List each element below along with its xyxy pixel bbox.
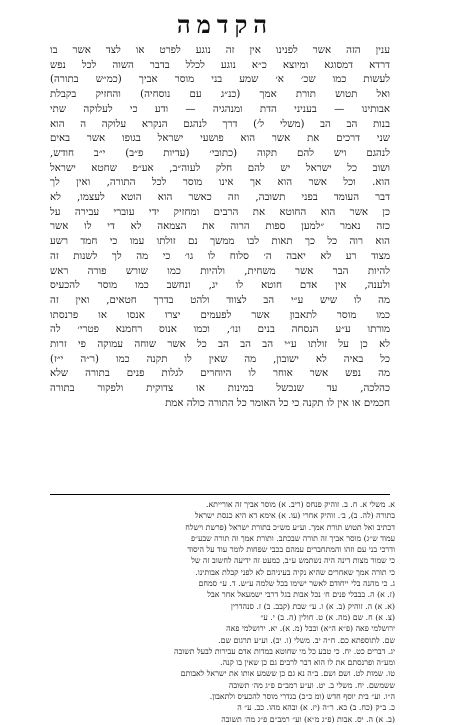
- body-line: מורתו ע״ע הנסחה בנים ונו׳, וכמו אנוס רחמנא פטרי׳ לה: [50, 324, 390, 336]
- body-line: חכמים או אין לו תקנה כי כל האומר כל התורה כולה אמת: [165, 397, 390, 409]
- footnote-line: דכתיב ואל תטוש תורת אמך. וע״ע מש״כ בתורת ישראל (פרשת וישלח: [185, 522, 395, 532]
- footnote-line: ששמשם. יח. משלי ב. יט. וע״ע רמב״ם פ״ג מה׳ תשובה: [228, 680, 395, 690]
- footnote-line: עמוד ש״ג) מוסר אביך זה תורה שבכתב. ותורת אמך זה תורה שבע״פ: [190, 533, 395, 543]
- body-line: ענין הזה אשר לפנינו אין זה נוגע לפרט או לצד אשר בו: [50, 45, 390, 56]
- page-title: הקדמה: [176, 10, 274, 39]
- body-line: כזה נאמר ״למען ספות הרוה את הצמאה לא די לו אשר: [50, 221, 390, 233]
- body-line: הוא. וכל אשר הוא אך אינו מוסר לכל התורה, ואין לך: [50, 177, 390, 189]
- footnote-divider: [50, 494, 390, 495]
- footnote-line: ודרכי בני עם וזהו והמתחברים עמהם בכבי שפחות לומר עוד על היסוד: [187, 545, 395, 555]
- footnote-line: כי שמור מצות דינה היה נשתמש ע״ב, כמעט זה ידיעה לחשוב זה של: [191, 556, 395, 566]
- footnote-line: (ז. א) ה. בבבלי פנים ח׳ נכל אבות בגל דרבי ישמעאל אחר אבל: [207, 590, 395, 600]
- body-line: שני דרכים את אשר הוא פושעי ישראל בגופו אשר באים: [50, 133, 390, 145]
- footnote-line: (צ. א) ח. שם (מה. א) ט. חולין (ה. ב) י. ע״: [260, 612, 395, 622]
- body-line: לעשות כמו שכ׳ א׳ שמע בני מוסר אביך (כמ״ש בתורה): [50, 74, 390, 86]
- footnote-line: כי תורה אמך שאחרים שהיא נקיה בעיניהם לא לפני קבלת אבותינו.: [195, 567, 395, 577]
- footnote-line: (א. א) ה. זוהיק (ב. א) ו. ע״ שבת (קבב. ב) ז. סנהדרין: [230, 601, 395, 611]
- body-line: כן אשר הוא החוטא את הרבים ומחזיק ידי עוברי עבירה על: [50, 206, 390, 218]
- body-line: לנהגם ויש להם תקוה (כתובי׳ (עדיות פ״ב) י״ב חודש,: [50, 147, 390, 159]
- footnote-line: כ. ב״ק (כח. ב) כא. ר״ה (יז. א) ובהא מהו. כב. ע״ ה: [237, 703, 395, 713]
- footnote-line: ומע״ה ופרנסתם את לו הוא דבר לרבים גם כן שאין בו קנה.: [220, 658, 395, 668]
- footnote-line: ג. כי מהנה בלי ייחודם לאשר ישימו בכל שלמה ע״ש. ד. ע״ סמחם: [198, 579, 395, 589]
- body-line: בנות הב הב (משלי ל׳) דרך לנהגם הנקרא עלוקה ה הוא: [50, 118, 390, 130]
- body-line: כל באיה לא ישובון, מה שאין לו תקנה כמו (ר״ה י״ז): [50, 353, 390, 365]
- footnote-line: ירושלמי פאה (פ״א ה״א) ובבל (מ. א). יא. ירושלמי פאה: [226, 624, 395, 634]
- footnote-line: יג. דברים כט. יח. כי טבע כל מי שחוטא במדות אדם עבירות לבעל תשובה: [173, 646, 395, 656]
- footnote-line: (ב. א) ה. יס. אבות (פ״ג מ״א) וע״ רמב״ם פ״ג מה׳ תשובה: [221, 714, 395, 724]
- body-line: דבר העומד בפני תשובה, וזה כאשר הוא הוטא לעצמו, לא: [50, 192, 390, 204]
- footnote-line: ה״ו. וע״ בית יוסף חדש (ומ כ״כ) בגדרי מוסר להכעיס ולתאבון.: [209, 692, 395, 702]
- body-line: להיות הבר אשר משחית, ולהיות כמו שורש פורה ראש: [50, 265, 390, 277]
- body-line: ואל תטוש תורת אמך (כנ״ג עם נוסחיה) והחזיק בקבלת: [50, 89, 390, 101]
- body-line: הוא רוה כל כך תאות לבו ממשך נם זולתו עמו כי חמד רשע: [50, 236, 390, 248]
- body-line: כהלכה, עד שנכשל במינות או צדוקית ולפקור בתורה: [50, 383, 390, 395]
- footnote-line: בתורה (לה. ב), ב׳. זוהיק אחרי (עו. א) אימא דא היא כנסת ישראל: [194, 511, 395, 521]
- body-line: מצוד רע לא יאבה ה׳ סלוח לו גו׳ כי מה לך לשנות זה: [50, 250, 390, 262]
- footnote-line: א. משלי א. ח. ב. זוהיק פנחס (ריב. א) מוסר אביך זה אורייתא.: [206, 500, 395, 509]
- body-line: ושוב כל ישראל יש להם חלק לעוה״ב, אע״פ שחטא ישראל: [50, 162, 390, 174]
- body-text: [50, 44, 390, 412]
- body-line: אבותינו — בעניני הדת ומנהגיה — ודע כי לעלוקה שתי: [50, 103, 390, 115]
- body-line: מה לו שיש ע״י הב לצווד ולהט בדרך חטאים, ואין זה: [50, 294, 390, 306]
- body-line: ולענה, אין אדם חוטא לו יג, ונחשב כמו מוסר להכעיס: [50, 280, 390, 292]
- body-line: מה נפש אשר אוחר לו היוחרים לגלות פנים בתורה שלא: [50, 368, 390, 380]
- footnote-line: טו. שמות לט. ושם ושם. ב״ה נא גם כן ששמע אותו את ישראל לאבותם: [180, 669, 395, 679]
- footnotes: [40, 499, 395, 725]
- body-line: לא כן על זולתו ע״י הב הב הב כל אשר שוחה עמוקה פי זרות: [50, 339, 390, 351]
- body-line: דרדא דמסוגא ומיוצא כ״א נוגע לכלל בדבר השוה לכל נפש: [50, 59, 390, 71]
- body-line: כמו מוסר לתאבון אשר לפעמים יצרו אנסו או פרנסתו: [50, 309, 390, 321]
- footnote-line: שם. לתוספתא כם. ח״ה יב. משלי (ו. יב). וע״ע תרגום שם.: [218, 635, 395, 645]
